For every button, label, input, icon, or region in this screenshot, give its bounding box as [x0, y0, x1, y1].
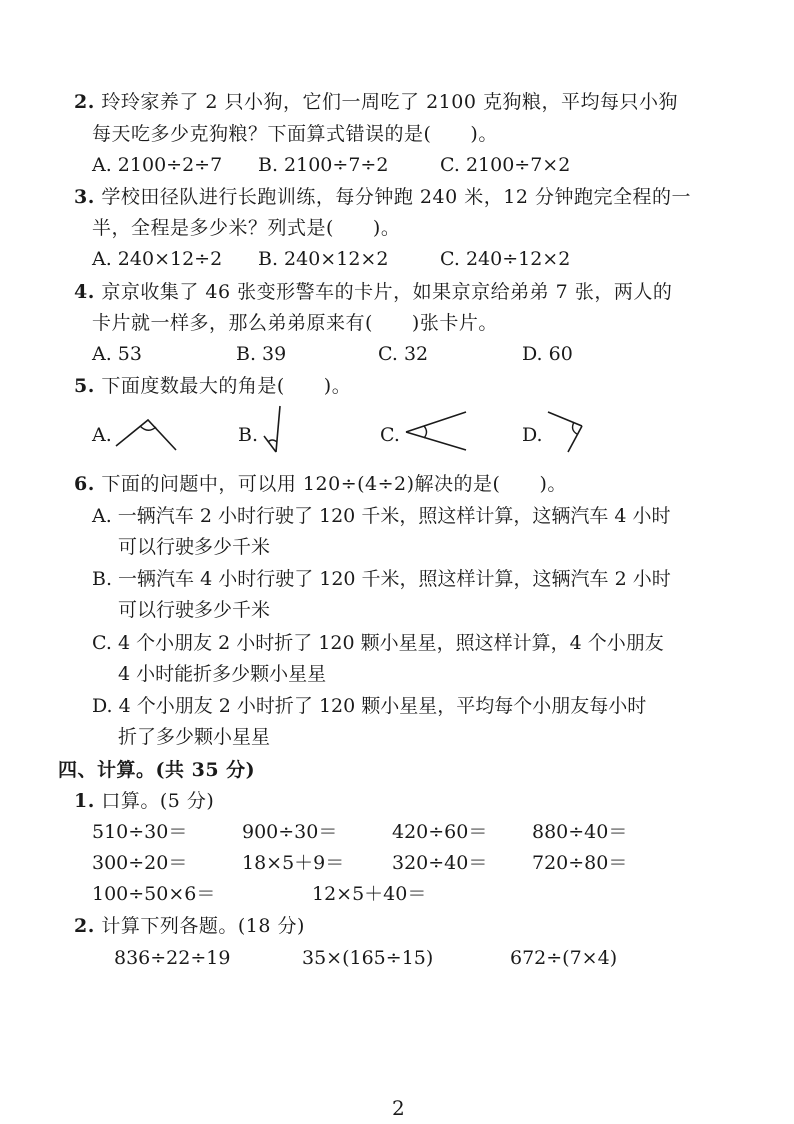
- question-4-text-1: 京京收集了 46 张变形警车的卡片，如果京京给弟弟 7 张，两人的: [101, 281, 673, 303]
- part-1-heading: [74, 789, 214, 813]
- question-6-option-a-cont: 可以行驶多少千米: [118, 536, 271, 558]
- angle-b-figure[interactable]: [260, 404, 284, 456]
- question-5-option-b[interactable]: B.: [238, 424, 259, 446]
- question-4-option-b[interactable]: B. 39: [236, 343, 287, 365]
- question-2-line-1: [74, 90, 678, 114]
- question-6-text-1: 下面的问题中，可以用 120÷(4÷2)解决的是( )。: [101, 473, 567, 495]
- question-3-text-1: 学校田径队进行长跑训练，每分钟跑 240 米，12 分钟跑完全程的一: [101, 186, 691, 208]
- question-5-text-1: 下面度数最大的角是( )。: [101, 375, 352, 397]
- calc-item-3[interactable]: 672÷(7×4): [510, 947, 618, 969]
- oral-calc-8[interactable]: 720÷80＝: [532, 852, 628, 874]
- angle-a-figure[interactable]: [114, 414, 178, 454]
- question-3-text-2: 半，全程是多少米？列式是( )。: [92, 217, 401, 239]
- part-2-heading: [74, 914, 305, 938]
- question-6-option-d[interactable]: D. 4 个小朋友 2 小时折了 120 颗小星星，平均每个小朋友每小时: [92, 695, 647, 717]
- question-5-line-1: [74, 374, 351, 398]
- question-2-option-b[interactable]: B. 2100÷7÷2: [258, 154, 389, 176]
- question-3-option-c[interactable]: C. 240÷12×2: [440, 248, 571, 270]
- oral-calc-2[interactable]: 900÷30＝: [242, 821, 338, 843]
- question-4-number: 4.: [74, 281, 95, 303]
- oral-calc-3[interactable]: 420÷60＝: [392, 821, 488, 843]
- oral-calc-6[interactable]: 18×5＋9＝: [242, 852, 345, 874]
- oral-calc-1[interactable]: 510÷30＝: [92, 821, 188, 843]
- question-6-option-b[interactable]: B. 一辆汽车 4 小时行驶了 120 千米，照这样计算，这辆汽车 2 小时: [92, 568, 671, 590]
- question-2-option-c[interactable]: C. 2100÷7×2: [440, 154, 571, 176]
- question-3-option-b[interactable]: B. 240×12×2: [258, 248, 389, 270]
- oral-calc-9[interactable]: 100÷50×6＝: [92, 883, 216, 905]
- question-2-number: 2.: [74, 91, 95, 113]
- part-2-title: 计算下列各题。(18 分): [101, 915, 305, 937]
- oral-calc-5[interactable]: 300÷20＝: [92, 852, 188, 874]
- part-1-title: 口算。(5 分): [101, 790, 215, 812]
- question-5-number: 5.: [74, 375, 95, 397]
- question-2-text-1: 玲玲家养了 2 只小狗，它们一周吃了 2100 克狗粮，平均每只小狗: [101, 91, 678, 113]
- question-4-option-a[interactable]: A. 53: [92, 343, 142, 365]
- angle-c-figure[interactable]: [402, 408, 468, 452]
- question-3-option-a[interactable]: A. 240×12÷2: [92, 248, 223, 270]
- question-3-number: 3.: [74, 186, 95, 208]
- question-4-option-d[interactable]: D. 60: [522, 343, 573, 365]
- question-6-option-a[interactable]: A. 一辆汽车 2 小时行驶了 120 千米，照这样计算，这辆汽车 4 小时: [92, 505, 671, 527]
- part-2-number: 2.: [74, 915, 95, 937]
- oral-calc-10[interactable]: 12×5＋40＝: [312, 883, 427, 905]
- question-2-option-a[interactable]: A. 2100÷2÷7: [92, 154, 223, 176]
- question-6-option-c[interactable]: C. 4 个小朋友 2 小时折了 120 颗小星星，照这样计算，4 个小朋友: [92, 632, 664, 654]
- question-5-option-a[interactable]: A.: [92, 424, 112, 446]
- question-6-option-d-cont: 折了多少颗小星星: [118, 726, 271, 748]
- question-4-option-c[interactable]: C. 32: [378, 343, 429, 365]
- question-4-line-1: [74, 280, 672, 304]
- question-6-option-c-cont: 4 小时能折多少颗小星星: [118, 663, 327, 685]
- question-2-text-2: 每天吃多少克狗粮？下面算式错误的是( )。: [92, 123, 498, 145]
- section-4-title: 四、计算。(共 35 分): [58, 759, 256, 781]
- calc-item-1[interactable]: 836÷22÷19: [114, 947, 231, 969]
- page-number: 2: [392, 1096, 405, 1120]
- question-6-line-1: [74, 472, 567, 496]
- oral-calc-7[interactable]: 320÷40＝: [392, 852, 488, 874]
- question-6-number: 6.: [74, 473, 95, 495]
- question-5-option-c[interactable]: C.: [380, 424, 400, 446]
- question-6-option-b-cont: 可以行驶多少千米: [118, 599, 271, 621]
- question-4-text-2: 卡片就一样多，那么弟弟原来有( )张卡片。: [92, 312, 498, 334]
- question-5-option-d[interactable]: D.: [522, 424, 543, 446]
- part-1-number: 1.: [74, 790, 95, 812]
- oral-calc-4[interactable]: 880÷40＝: [532, 821, 628, 843]
- calc-item-2[interactable]: 35×(165÷15): [302, 947, 434, 969]
- question-3-line-1: [74, 185, 691, 209]
- angle-d-figure[interactable]: [546, 408, 586, 454]
